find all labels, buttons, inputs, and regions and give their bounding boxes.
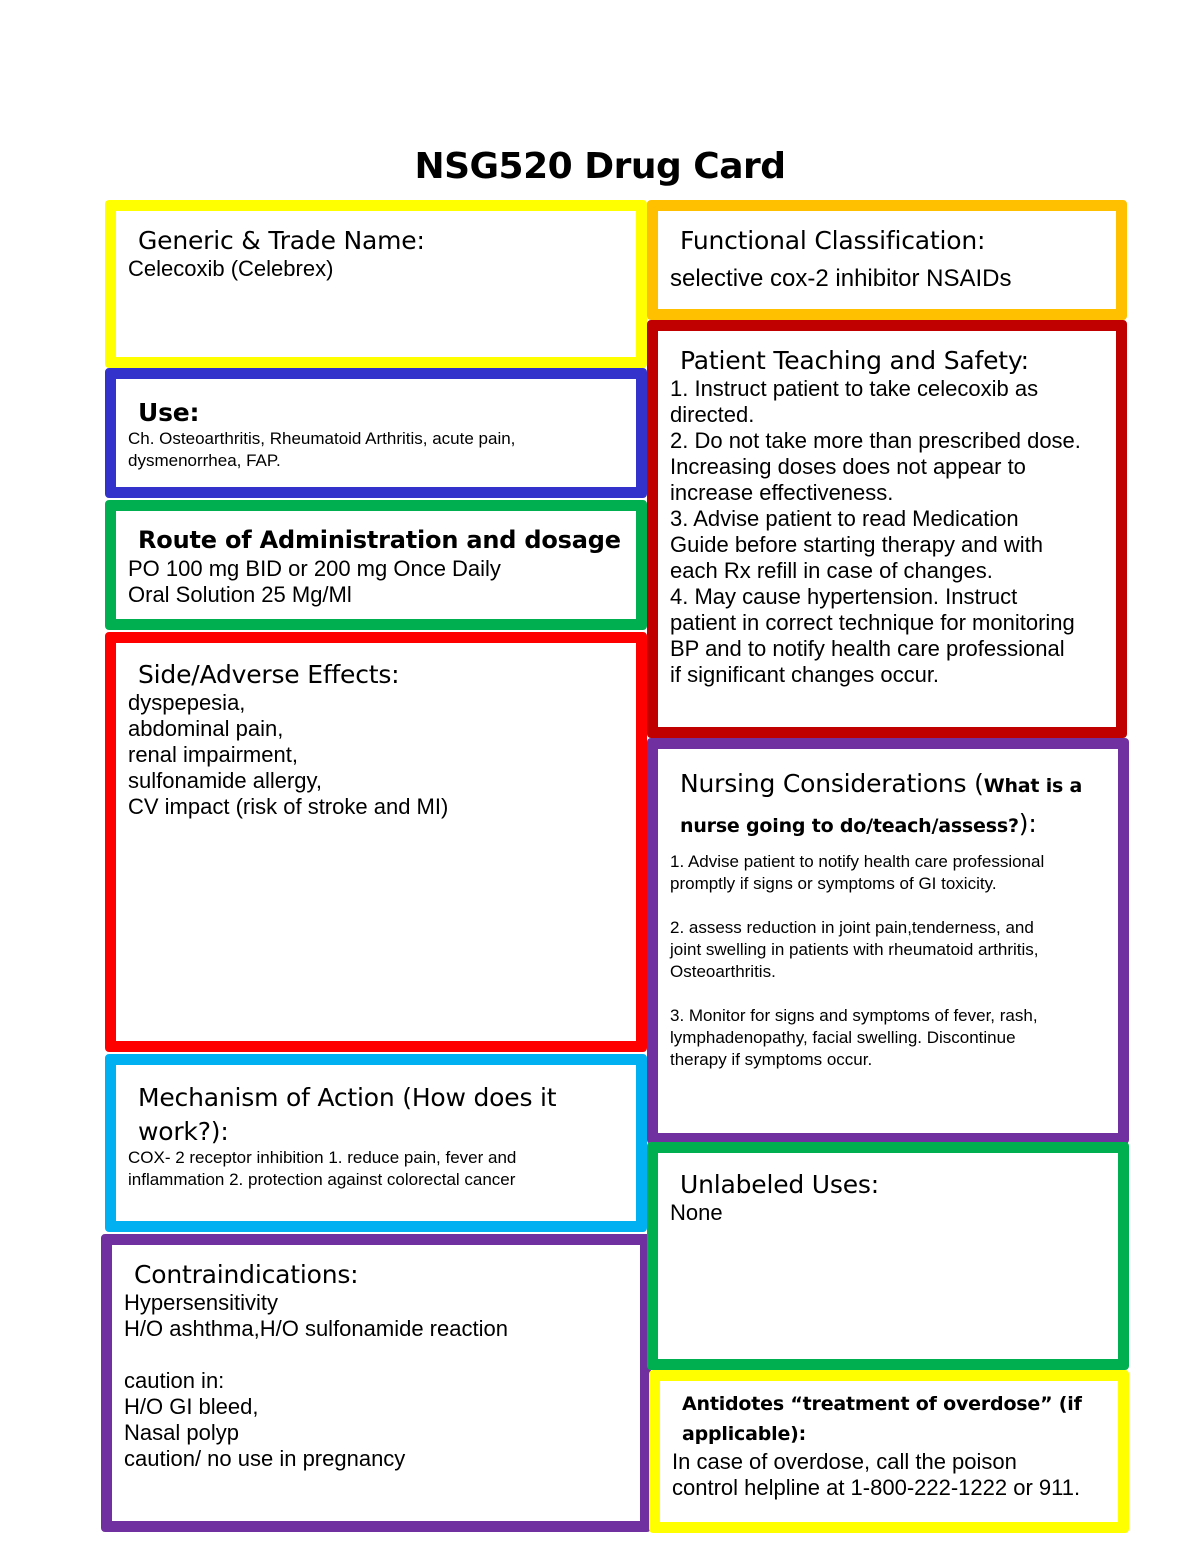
antidotes-heading xyxy=(682,1389,1106,1449)
teaching-heading: Patient Teaching and Safety: xyxy=(680,346,1029,375)
nursing-heading-bold: What is a xyxy=(983,775,1083,797)
functional-value: selective cox-2 inhibitor NSAIDs xyxy=(670,265,1012,292)
antidotes-line: In case of overdose, call the poison xyxy=(672,1449,1017,1474)
side-effect-item: renal impairment, xyxy=(128,742,298,767)
teaching-line: 4. May cause hypertension. Instruct xyxy=(670,584,1018,609)
route-heading: Route of Administration and dosage xyxy=(138,526,621,554)
caution-item: Nasal polyp xyxy=(124,1420,239,1445)
side-effect-item: abdominal pain, xyxy=(128,716,284,741)
nursing-item: Osteoarthritis. xyxy=(670,962,776,981)
mechanism-box xyxy=(105,1054,647,1232)
nursing-item: therapy if symptoms occur. xyxy=(670,1050,873,1069)
route-line: Oral Solution 25 Mg/Ml xyxy=(128,582,352,607)
teaching-line: if significant changes occur. xyxy=(670,662,940,687)
nursing-heading-end: ): xyxy=(1018,809,1037,838)
mechanism-heading xyxy=(138,1079,624,1147)
nursing-item: joint swelling in patients with rheumatoid arthritis, xyxy=(670,940,1039,959)
side-effect-item: CV impact (risk of stroke and MI) xyxy=(128,794,449,819)
functional-classification-box xyxy=(647,200,1127,320)
patient-teaching-box xyxy=(647,320,1127,738)
unlabeled-value: None xyxy=(670,1200,723,1225)
contraindication-item: H/O ashthma,H/O sulfonamide reaction xyxy=(124,1316,508,1341)
teaching-line: each Rx refill in case of changes. xyxy=(670,558,993,583)
nursing-item: 2. assess reduction in joint pain,tenderness, and xyxy=(670,918,1034,937)
generic-heading: Generic & Trade Name: xyxy=(138,226,425,255)
mechanism-heading-line: Mechanism of Action (How does it xyxy=(138,1083,557,1112)
unlabeled-heading: Unlabeled Uses: xyxy=(680,1170,879,1199)
teaching-line: BP and to notify health care professional xyxy=(670,636,1065,661)
use-line: Ch. Osteoarthritis, Rheumatoid Arthritis, acute pain, xyxy=(128,429,516,448)
caution-item: caution/ no use in pregnancy xyxy=(124,1446,406,1471)
side-effect-item: sulfonamide allergy, xyxy=(128,768,323,793)
teaching-line: 3. Advise patient to read Medication xyxy=(670,506,1019,531)
nursing-item: lymphadenopathy, facial swelling. Discontinue xyxy=(670,1028,1016,1047)
nursing-item: 3. Monitor for signs and symptoms of fever, rash, xyxy=(670,1006,1038,1025)
route-line: PO 100 mg BID or 200 mg Once Daily xyxy=(128,556,501,581)
functional-heading: Functional Classification: xyxy=(680,226,986,255)
contraindications-box xyxy=(101,1234,651,1532)
nursing-heading-line2 xyxy=(680,805,1106,845)
generic-value: Celecoxib (Celebrex) xyxy=(128,256,334,281)
nursing-heading-text: Nursing Considerations ( xyxy=(680,769,984,798)
mechanism-line: inflammation 2. protection against colorectal cancer xyxy=(128,1170,516,1189)
nursing-heading xyxy=(680,765,1106,805)
use-line: dysmenorrhea, FAP. xyxy=(128,451,281,470)
unlabeled-uses-box xyxy=(647,1142,1129,1370)
nursing-considerations-box xyxy=(647,738,1129,1144)
contraindication-item: Hypersensitivity xyxy=(124,1290,279,1315)
mechanism-line: COX- 2 receptor inhibition 1. reduce pain, fever and xyxy=(128,1148,517,1167)
side-effects-box xyxy=(105,632,647,1052)
caution-item: H/O GI bleed, xyxy=(124,1394,259,1419)
route-box xyxy=(105,500,647,630)
generic-trade-name-box xyxy=(105,200,647,368)
page-title: NSG520 Drug Card xyxy=(414,146,786,187)
teaching-line: 1. Instruct patient to take celecoxib as xyxy=(670,376,1039,401)
antidotes-heading-line: applicable): xyxy=(682,1423,807,1445)
use-box xyxy=(105,368,647,498)
nursing-heading-bold-2: nurse going to do/teach/assess? xyxy=(680,815,1019,837)
side-effects-heading: Side/Adverse Effects: xyxy=(138,660,400,689)
side-effect-item: dyspepesia, xyxy=(128,690,246,715)
mechanism-heading-line: work?): xyxy=(138,1117,229,1146)
antidotes-box xyxy=(649,1370,1129,1533)
contraindications-heading: Contraindications: xyxy=(134,1260,359,1289)
antidotes-heading-line: Antidotes “treatment of overdose” (if xyxy=(682,1393,1082,1415)
teaching-line: increase effectiveness. xyxy=(670,480,894,505)
use-heading: Use: xyxy=(138,398,200,427)
nursing-item: promptly if signs or symptoms of GI toxicity. xyxy=(670,874,997,893)
caution-item: caution in: xyxy=(124,1368,225,1393)
nursing-item: 1. Advise patient to notify health care professional xyxy=(670,852,1045,871)
teaching-line: Increasing doses does not appear to xyxy=(670,454,1026,479)
teaching-line: Guide before starting therapy and with xyxy=(670,532,1044,557)
teaching-line: directed. xyxy=(670,402,755,427)
teaching-line: 2. Do not take more than prescribed dose. xyxy=(670,428,1081,453)
antidotes-line: control helpline at 1-800-222-1222 or 911. xyxy=(672,1475,1081,1500)
teaching-line: patient in correct technique for monitoring xyxy=(670,610,1075,635)
